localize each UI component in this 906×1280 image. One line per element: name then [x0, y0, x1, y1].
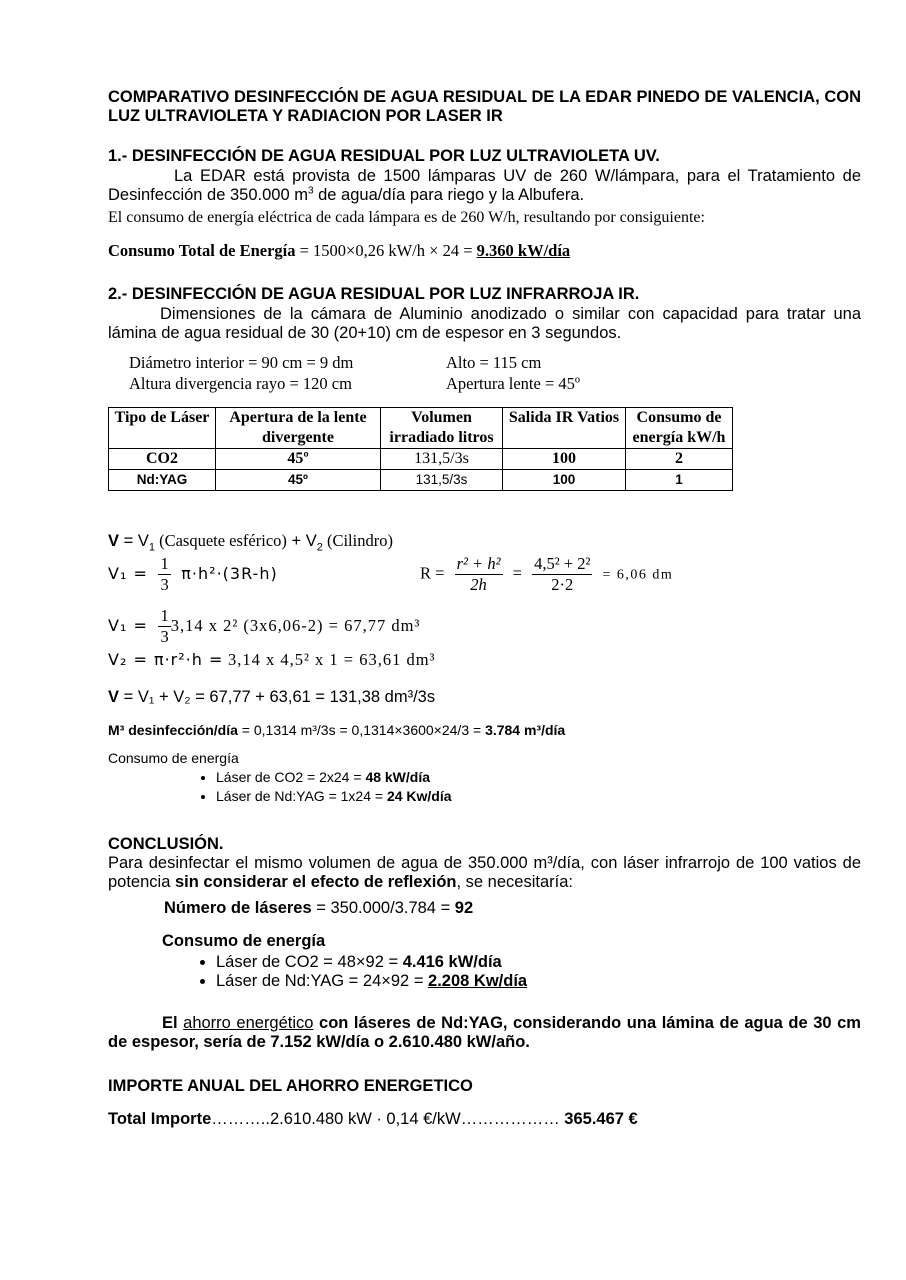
t: Láser de CO2 = 2x24 = [216, 769, 366, 785]
formula-r [420, 554, 840, 595]
text: La EDAR está provista de 1500 lámparas UV de 260 W/lámpara, para el Tratamiento de Desinfección de 350.000 m [108, 167, 861, 204]
cell: 100 [503, 470, 626, 491]
t: con láseres de Nd:YAG, considerando una lámina de agua de 30 cm de espesor, sería de 7.152 kW/día o 2.610.480 kW/año. [108, 1014, 861, 1051]
formula-v-sum [108, 688, 861, 707]
dim-height: Alto = 115 cm [446, 353, 542, 372]
t: 2h [470, 575, 487, 594]
t: M³ desinfección/día [108, 722, 238, 738]
fraction [532, 554, 592, 595]
t: V [108, 532, 120, 550]
t: 2·2 [551, 575, 574, 594]
formula-v1-numeric [108, 606, 861, 647]
laser-table [108, 407, 733, 491]
t: V [108, 688, 120, 706]
t: 2 [316, 541, 323, 554]
dim-divergence: Altura divergencia rayo = 120 cm [129, 374, 352, 393]
t: sin considerar el efecto de reflexión [174, 873, 457, 891]
section-1-heading: 1.- DESINFECCIÓN DE AGUA RESIDUAL POR LUZ ULTRAVIOLETA UV. [108, 147, 660, 165]
t: V₂ = π·r²·h = [108, 650, 224, 669]
dim-aperture: Apertura lente = 45º [446, 374, 580, 393]
t: R = [420, 563, 445, 583]
t: V₁ = [108, 615, 148, 635]
cell: 45º [216, 470, 381, 491]
conclusion-paragraph [108, 854, 861, 892]
savings-paragraph [108, 1014, 861, 1052]
section-1-consumption-note: El consumo de energía eléctrica de cada lámpara es de 260 W/h, resultando por consiguiente: [108, 209, 705, 226]
t: 3.784 m³/día [485, 722, 566, 738]
header-cell: Tipo de Láser [109, 408, 216, 449]
t: Total Importe [108, 1110, 212, 1128]
label: Consumo de energía [108, 750, 239, 766]
t: 3,14 x 2² (3x6,06-2) = 67,77 dm³ [170, 615, 421, 635]
list-item [216, 787, 861, 806]
cell: 131,5/3s [381, 449, 503, 470]
t: 1 [148, 541, 155, 554]
list-item [216, 972, 862, 991]
list-item [216, 768, 861, 787]
m3-per-day [108, 721, 861, 740]
cell: Nd:YAG [109, 470, 216, 491]
conclusion-heading: CONCLUSIÓN. [108, 835, 224, 853]
volume-definition [108, 531, 861, 554]
t: ahorro energético [183, 1014, 314, 1032]
expr: = 1500×0,26 kW/h × 24 = [295, 241, 477, 260]
document-title: COMPARATIVO DESINFECCIÓN DE AGUA RESIDUAL DE LA EDAR PINEDO DE VALENCIA, CON LUZ ULTRAVIOLETA Y RADIACION POR LASER IR [108, 88, 861, 125]
t: (Cilindro) [322, 531, 393, 550]
cell: 1 [626, 470, 733, 491]
superscript: 3 [307, 185, 314, 197]
t: (Casquete esférico) [154, 531, 287, 550]
t: r² + h² [456, 554, 501, 573]
table-header-row [109, 408, 733, 449]
t: Número de láseres [164, 899, 312, 917]
conclusion-energy [162, 930, 862, 991]
t: + V [286, 532, 317, 550]
header-cell: Apertura de la lente divergente [216, 408, 381, 449]
section-2-heading: 2.- DESINFECCIÓN DE AGUA RESIDUAL POR LUZ INFRARROJA IR. [108, 285, 640, 303]
energy-consumption [108, 749, 861, 806]
t: 3,14 x 4,5² x 1 = 63,61 dm³ [227, 650, 436, 669]
t: = 350.000/3.784 = [311, 899, 455, 917]
t: Láser de Nd:YAG = 24×92 = [216, 972, 429, 990]
importe-heading: IMPORTE ANUAL DEL AHORRO ENERGETICO [108, 1077, 473, 1095]
dimensions [129, 352, 882, 394]
t: 48 kW/día [365, 769, 431, 785]
fraction [158, 606, 170, 647]
t: El [162, 1014, 184, 1032]
total-importe [108, 1110, 861, 1129]
formula-v2 [108, 650, 861, 670]
t: 92 [454, 899, 474, 917]
t: 3 [160, 575, 169, 594]
laser-table-wrap [108, 407, 733, 491]
t: 1 [160, 606, 169, 625]
t: = V₁ + V₂ = 67,77 + 63,61 = 131,38 dm³/3s [119, 688, 436, 706]
t: , se necesitaría: [456, 873, 573, 891]
label: Consumo de energía [162, 932, 326, 950]
t: 2.208 Kw/día [428, 972, 528, 990]
dim-diameter: Diámetro interior = 90 cm = 9 dm [129, 353, 354, 372]
header-cell: Salida IR Vatios [503, 408, 626, 449]
label: Consumo Total de Energía [108, 241, 296, 260]
cell: 131,5/3s [381, 470, 503, 491]
t: π·h²·(3R-h) [181, 563, 278, 583]
total-energy-line [108, 241, 861, 260]
t: ………..2.610.480 kW · 0,14 €/kW……………… [211, 1110, 565, 1128]
t: Láser de CO2 = 48×92 = [216, 953, 403, 971]
t: 4.416 kW/día [402, 953, 502, 971]
cell: 100 [503, 449, 626, 470]
t: 1 [160, 554, 169, 573]
t: = V [119, 532, 149, 550]
table-row [109, 449, 733, 470]
t: = [512, 563, 522, 583]
cell: 2 [626, 449, 733, 470]
fraction [158, 554, 170, 595]
t: = 0,1314 m³/3s = 0,1314×3600×24/3 = [237, 722, 486, 738]
t: Láser de Nd:YAG = 1x24 = [216, 788, 387, 804]
cell: CO2 [109, 449, 216, 470]
section-1-paragraph [108, 167, 861, 205]
header-cell: Consumo de energía kW/h [626, 408, 733, 449]
table-row [109, 470, 733, 491]
t: Para desinfectar el mismo volumen de agua de 350.000 m³/día, con láser infrarrojo de 100 vatios de potencia [108, 854, 861, 891]
text: de agua/día para riego y la Albufera. [313, 186, 585, 204]
t: 365.467 € [564, 1110, 638, 1128]
t: 4,5² + 2² [534, 554, 591, 573]
list-item [216, 953, 862, 972]
t: V₁ = [108, 563, 148, 583]
number-of-lasers [164, 899, 906, 918]
section-2-paragraph: Dimensiones de la cámara de Aluminio anodizado o similar con capacidad para tratar una lámina de agua residual de 30 (20+10) cm de espesor en 3 segundos. [108, 305, 861, 342]
t: 3 [160, 627, 169, 646]
header-cell: Volumen irradiado litros [381, 408, 503, 449]
value: 9.360 kW/día [476, 241, 571, 260]
fraction [455, 554, 503, 595]
t: = 6,06 dm [602, 567, 674, 583]
cell: 45º [216, 449, 381, 470]
t: 24 Kw/día [386, 788, 452, 804]
